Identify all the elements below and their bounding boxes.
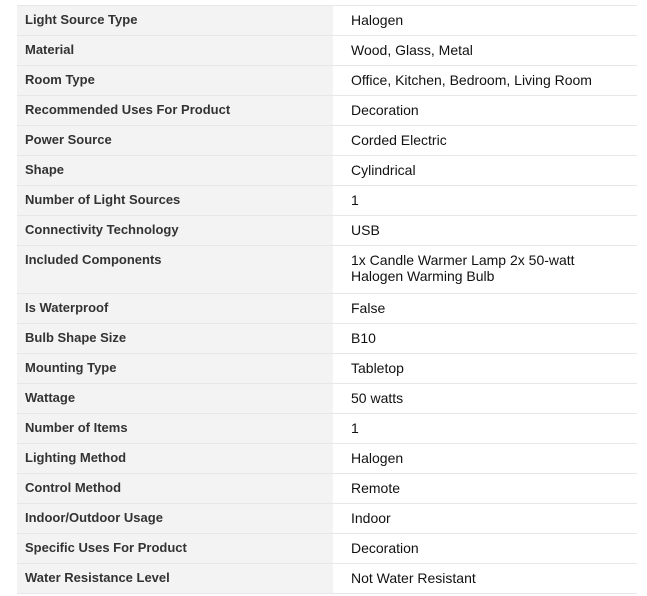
spec-row-specific-uses bbox=[17, 534, 637, 564]
spec-value: Halogen bbox=[333, 444, 637, 474]
spec-value: USB bbox=[333, 216, 637, 246]
spec-value: Wood, Glass, Metal bbox=[333, 36, 637, 66]
spec-row-recommended-uses bbox=[17, 96, 637, 126]
spec-row-control-method bbox=[17, 474, 637, 504]
spec-row-indoor-outdoor-usage bbox=[17, 504, 637, 534]
spec-label: Light Source Type bbox=[17, 6, 333, 36]
spec-value: 1 bbox=[333, 186, 637, 216]
spec-label: Connectivity Technology bbox=[17, 216, 333, 246]
spec-value: Tabletop bbox=[333, 354, 637, 384]
spec-row-included-components bbox=[17, 246, 637, 294]
spec-row-number-of-items bbox=[17, 414, 637, 444]
spec-value: Decoration bbox=[333, 96, 637, 126]
spec-label: Water Resistance Level bbox=[17, 564, 333, 594]
spec-label: Room Type bbox=[17, 66, 333, 96]
spec-row-wattage bbox=[17, 384, 637, 414]
spec-label: Control Method bbox=[17, 474, 333, 504]
spec-row-power-source bbox=[17, 126, 637, 156]
spec-label: Mounting Type bbox=[17, 354, 333, 384]
spec-label: Number of Light Sources bbox=[17, 186, 333, 216]
spec-value: 1x Candle Warmer Lamp 2x 50-watt Halogen Warming Bulb bbox=[333, 246, 637, 294]
spec-label: Included Components bbox=[17, 246, 333, 294]
spec-label: Recommended Uses For Product bbox=[17, 96, 333, 126]
spec-label: Specific Uses For Product bbox=[17, 534, 333, 564]
spec-value: Decoration bbox=[333, 534, 637, 564]
spec-value: Cylindrical bbox=[333, 156, 637, 186]
spec-label: Material bbox=[17, 36, 333, 66]
spec-row-mounting-type bbox=[17, 354, 637, 384]
spec-row-bulb-shape-size bbox=[17, 324, 637, 354]
spec-table-body bbox=[17, 6, 637, 594]
spec-value: B10 bbox=[333, 324, 637, 354]
spec-row-room-type bbox=[17, 66, 637, 96]
spec-row-water-resistance-level bbox=[17, 564, 637, 594]
spec-value: False bbox=[333, 294, 637, 324]
spec-value: 1 bbox=[333, 414, 637, 444]
spec-value: Halogen bbox=[333, 6, 637, 36]
spec-value: Not Water Resistant bbox=[333, 564, 637, 594]
spec-row-is-waterproof bbox=[17, 294, 637, 324]
spec-label: Shape bbox=[17, 156, 333, 186]
spec-label: Wattage bbox=[17, 384, 333, 414]
spec-value: 50 watts bbox=[333, 384, 637, 414]
spec-row-connectivity-technology bbox=[17, 216, 637, 246]
spec-label: Lighting Method bbox=[17, 444, 333, 474]
spec-label: Indoor/Outdoor Usage bbox=[17, 504, 333, 534]
spec-label: Number of Items bbox=[17, 414, 333, 444]
spec-label: Bulb Shape Size bbox=[17, 324, 333, 354]
spec-label: Is Waterproof bbox=[17, 294, 333, 324]
spec-value: Corded Electric bbox=[333, 126, 637, 156]
spec-label: Power Source bbox=[17, 126, 333, 156]
spec-value: Indoor bbox=[333, 504, 637, 534]
spec-row-lighting-method bbox=[17, 444, 637, 474]
spec-value: Office, Kitchen, Bedroom, Living Room bbox=[333, 66, 637, 96]
product-specifications-table bbox=[17, 5, 637, 594]
spec-row-number-of-light-sources bbox=[17, 186, 637, 216]
spec-value: Remote bbox=[333, 474, 637, 504]
spec-row-material bbox=[17, 36, 637, 66]
spec-row-shape bbox=[17, 156, 637, 186]
spec-row-light-source-type bbox=[17, 6, 637, 36]
